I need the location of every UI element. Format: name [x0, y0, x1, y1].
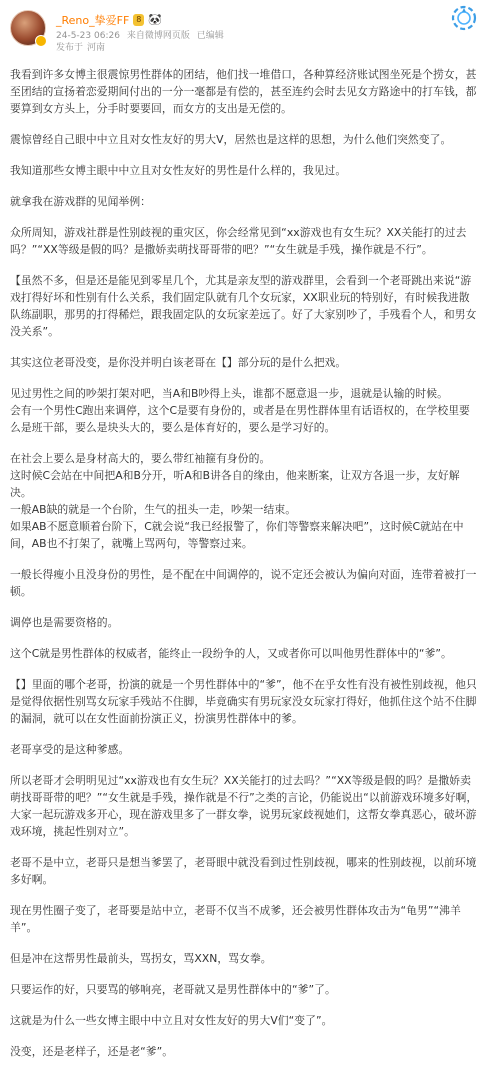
post-paragraph: 现在男性圈子变了，老哥要是站中立，老哥不仅当不成爹，还会被男性群体攻击为“龟男”“沸羊羊”。: [10, 904, 461, 934]
post-meta: [56, 30, 228, 42]
post-paragraph: 众所周知，游戏社群是性别歧视的重灾区，你会经常见到“xx游戏也有女生玩？XX关能打的过去吗？”“XX等级是假的吗？是撒娇卖萌找哥哥带的吧？”“女生就是手残，操作就是不行”。: [10, 226, 467, 256]
panda-emoji: 🐼: [148, 13, 163, 26]
post-paragraph: 这个C就是男性群体的权威者，能终止一段纷争的人，又或者你可以叫他男性群体中的“爹”。: [10, 647, 452, 660]
follow-icon[interactable]: [450, 4, 478, 32]
post-header: [0, 0, 490, 60]
post-paragraph: 【】里面的哪个老哥，扮演的就是一个男性群体中的“爹”，他不在乎女性有没有被性别歧视，他只是觉得依据性别骂女玩家手残站不住脚，毕竟确实有男玩家没女玩家打得好，他抓住这个站不住脚的漏洞，就可以在女性面前扮演正义，扮演男性群体中的爹。: [10, 678, 477, 725]
post-paragraph: 这就是为什么一些女博主眼中中立且对女性友好的男大V们“变了”。: [10, 1014, 333, 1027]
name-row: [56, 12, 162, 28]
post-content: [10, 66, 480, 1074]
post-paragraph: 一般长得瘦小且没身份的男性，是不配在中间调停的，说不定还会被认为偏向对面，连带着被打一顿。: [10, 568, 477, 598]
post-paragraph: 但是冲在这帮男性最前头，骂拐女，骂XXN，骂女拳。: [10, 952, 272, 965]
post-paragraph: 我知道那些女博主眼中中立且对女性友好的男性是什么样的，我见过。: [10, 164, 347, 177]
post-paragraph: 在社会上要么是身材高大的，要么带红袖箍有身份的。 这时候C会站在中间把A和B分开，听A和B讲各自的缘由，他来断案，让双方各退一步，友好解决。 一般AB缺的就是一个台阶，生气的扭头一走，吵架一结束。 如果AB不愿意顺着台阶下，C就会说“我已经报警了，你们等警察来解决吧”，这时候C就站在中间，AB也不打架了，就嘴上骂两句，等警察过来。: [10, 452, 464, 550]
post-paragraph: 见过男性之间的吵架打架对吧，当A和B吵得上头，谁都不愿意退一步，退就是认输的时候。 会有一个男性C跑出来调停，这个C是要有身份的，或者是在男性群体里有话语权的，在学校里要么是班干部，要么是块头大的，要么是体育好的，要么是学习好的。: [10, 387, 470, 434]
post-paragraph: 调停也是需要资格的。: [10, 616, 119, 629]
post-paragraph: 老哥不是中立，老哥只是想当爹罢了，老哥眼中就没看到过性别歧视，哪来的性别歧视，以前环境多好啊。: [10, 856, 477, 886]
post-location: [56, 42, 109, 54]
level-badge: 8: [133, 14, 144, 26]
location-prefix: 发布于: [56, 43, 84, 53]
post-paragraph: 没变，还是老样子，还是老“爹”。: [10, 1045, 174, 1058]
post-source: 来自微博网页版: [126, 31, 190, 41]
post-paragraph: 所以老哥才会明明见过“xx游戏也有女生玩？XX关能打的过去吗？”“XX等级是假的吗？是撒娇卖萌找哥哥带的吧？”“女生就是手残，操作就是不行”之类的言论，仍能说出“以前游戏环境多好啊，大家一起玩游戏多开心，现在游戏里多了一群女拳，说男玩家歧视她们，这帮女拳真恶心，破坏游戏环境，挑起性别对立”。: [10, 774, 478, 838]
post-paragraph: 就拿我在游戏群的见闻举例：: [10, 195, 152, 208]
username[interactable]: _Reno_挚爱FF: [56, 14, 130, 27]
post-paragraph: 老哥享受的是这种爹感。: [10, 743, 130, 756]
post-paragraph: 我看到许多女博主很震惊男性群体的团结，他们找一堆借口，各种算经济账试图坐死是个捞女，甚至团结的宣扬着恋爱期间付出的一分一毫都是有偿的，甚至连约会时去见女方路途中的打车钱，都要算到女方头上，分手时要要回，而女方的支出是无偿的。: [10, 68, 477, 115]
verified-badge-icon: [35, 35, 47, 47]
edited-label: 已编辑: [196, 31, 224, 41]
avatar[interactable]: [10, 10, 46, 46]
post-time: 24-5-23 06:26: [56, 31, 120, 41]
post-paragraph: 其实这位老哥没变，是你没并明白该老哥在【】部分玩的是什么把戏。: [10, 356, 347, 369]
post-paragraph: 【虽然不多，但是还是能见到零星几个，尤其是亲友型的游戏群里，会看到一个老哥跳出来说“游戏打得好坏和性别有什么关系，我们固定队就有几个女玩家，XX职业玩的特别好，有时候我进散队练副职，那男的打得稀烂，跟我固定队的女玩家差远了。好了大家别吵了，手残看个人，和男女没关系”。: [10, 274, 477, 338]
post-paragraph: 只要运作的好，只要骂的够响亮，老哥就又是男性群体中的“爹”了。: [10, 983, 336, 996]
post-paragraph: 震惊曾经自己眼中中立且对女性友好的男大V，居然也是这样的思想，为什么他们突然变了。: [10, 133, 452, 146]
location-name: 河南: [87, 43, 106, 53]
